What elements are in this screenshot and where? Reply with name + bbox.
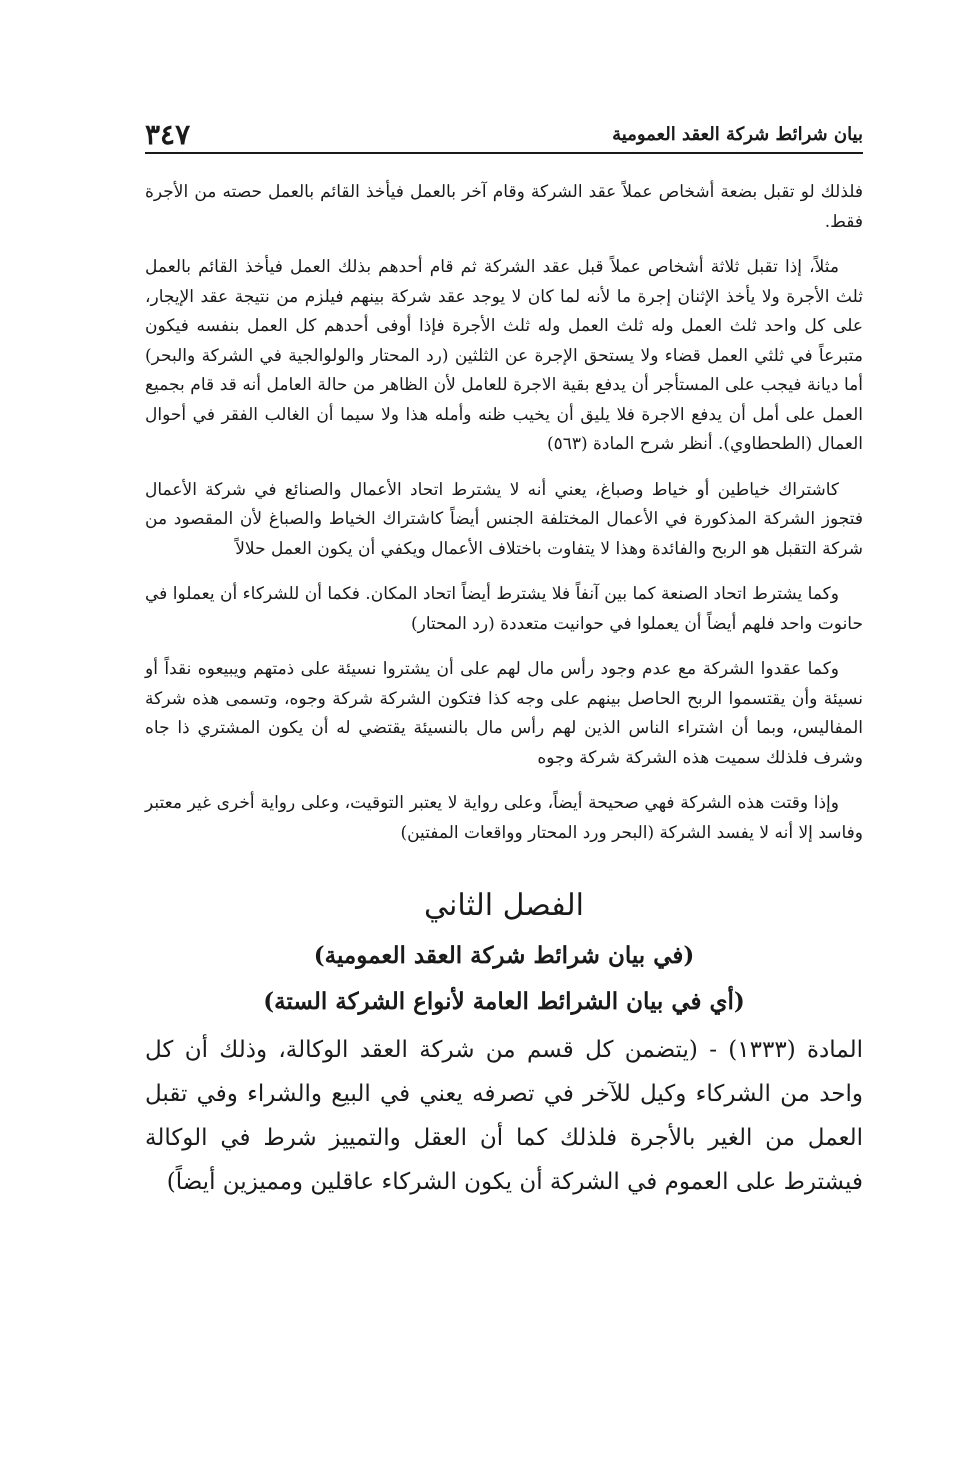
article-text: المادة (١٣٣٣) - (يتضمن كل قسم من شركة العقد الوكالة، وذلك أن كل واحد من الشركاء وكيل للآخر في تصرفه يعني في البيع والشراء وفي تقبل العمل من الغير بالأجرة فلذلك كما أن العقل والتمييز شرط في الوكالة فيشترط على العموم في الشركة أن يكون الشركاء عاقلين ومميزين أيضاً)	[145, 1037, 863, 1195]
commentary-paragraph: وإذا وقتت هذه الشركة فهي صحيحة أيضاً، وعلى رواية لا يعتبر التوقيت، وعلى رواية أخرى غير معتبر وفاسد إلا أنه لا يفسد الشركة (البحر ورد المحتار وواقعات المفتين)	[145, 793, 863, 843]
commentary-paragraph: مثلاً، إذا تقبل ثلاثة أشخاص عملاً قبل عقد الشركة ثم قام أحدهم بذلك العمل فيأخذ القائم بالعمل ثلث الأجرة ولا يأخذ الإثنان إجرة ما لأنه لما كان لا يوجد عقد شركة بينهم فيلزم من نتيجة عقد الإيجار، على كل واحد ثلث العمل وله ثلث العمل وله ثلث الأجرة فإذا أوفى أحدهم كل العمل بنفسه فيكون متبرعاً في ثلثي العمل قضاء ولا يستحق الإجرة عن الثلثين (رد المحتار والولوالجية في الشركة والبحر) أما ديانة فيجب على المستأجر أن يدفع بقية الاجرة للعامل لأن الظاهر من حالة العامل أنه قد قام بجميع العمل على أمل أن يدفع الاجرة فلا يليق أن يخيب ظنه وأمله هذا ولا سيما أن الغالب الفقر في أحوال العمال (الطحطاوي). أنظر شرح المادة (٥٦٣)	[145, 257, 863, 454]
chapter-title: الفصل الثاني	[424, 888, 584, 923]
header-divider	[145, 152, 863, 154]
page-number: ٣٤٧	[145, 118, 191, 151]
chapter-subtitle: (في بيان شرائط شركة العقد العمومية)	[313, 942, 695, 969]
commentary-paragraph: فلذلك لو تقبل بضعة أشخاص عملاً عقد الشركة وقام آخر بالعمل فيأخذ القائم بالعمل حصته من الأجرة فقط.	[145, 182, 863, 232]
page-body	[145, 178, 863, 1204]
chapter-subtitle: (أي في بيان الشرائط العامة لأنواع الشركة الستة)	[263, 988, 745, 1015]
running-header-title: بيان شرائط شركة العقد العمومية	[612, 124, 863, 145]
commentary-paragraph: كاشتراك خياطين أو خياط وصباغ، يعني أنه لا يشترط اتحاد الأعمال والصنائع في شركة الأعمال فتجوز الشركة المذكورة في الأعمال المختلفة الجنس أيضاً كاشتراك الخياط والصباغ لأن المقصود من شركة التقبل هو الربح والفائدة وهذا لا يتفاوت باختلاف الأعمال ويكفي أن يكون العمل حلالاً	[145, 479, 863, 559]
commentary-paragraph: وكما عقدوا الشركة مع عدم وجود رأس مال لهم على أن يشتروا نسيئة على ذمتهم ويبيعوه نقداً أو نسيئة وأن يقتسموا الربح الحاصل بينهم على وجه كذا فتكون الشركة شركة وجوه، وتسمى هذه شركة المفاليس، وبما أن اشتراء الناس الذين لهم رأس مال بالنسيئة يقتضي له أن يكون المشتري ذا جاه وشرف فلذلك سميت هذه الشركة شركة وجوه	[145, 659, 863, 768]
commentary-paragraph: وكما يشترط اتحاد الصنعة كما بين آنفاً فلا يشترط أيضاً اتحاد المكان. فكما أن للشركاء أن يعملوا في حانوت واحد فلهم أيضاً أن يعملوا في حوانيت متعددة (رد المحتار)	[145, 584, 863, 634]
